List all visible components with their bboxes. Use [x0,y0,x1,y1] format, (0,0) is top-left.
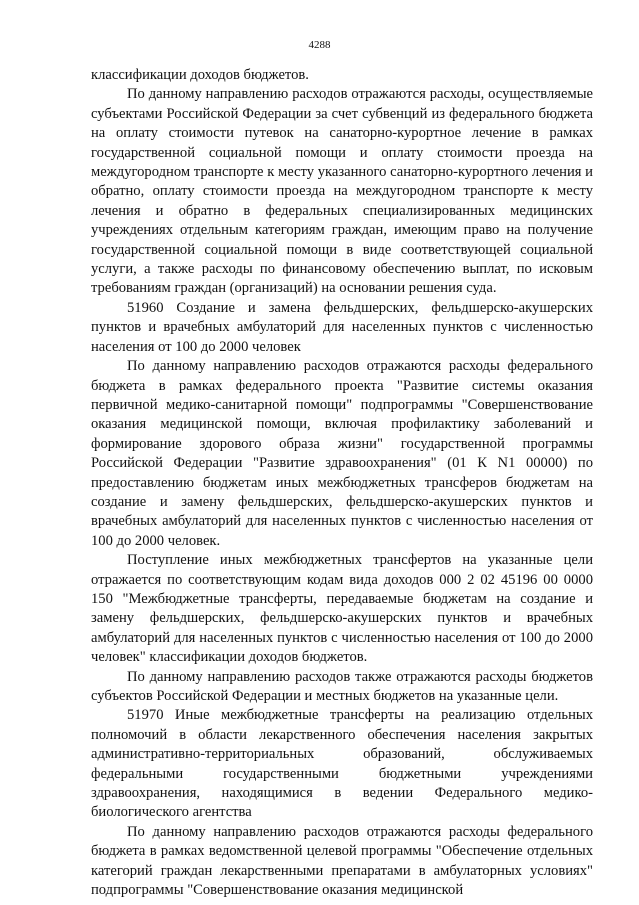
paragraph-heading-51960: 51960 Создание и замена фельдшерских, фельдшерско-акушерских пунктов и врачебных амбулаторий для населенных пунктов с численностью населения от 100 до 2000 человек [91,299,593,355]
page-number: 4288 [308,39,331,51]
paragraph-heading-51970: 51970 Иные межбюджетные трансферты на реализацию отдельных полномочий в области лекарственного обеспечения населения закрытых административно-территориальных образований, обслуживаемых федеральными государственными бюджетными учреждениями здравоохранения, находящимися в ведении Федерального медико-биологического агентства [91,707,593,821]
document-body [91,66,593,900]
paragraph-departmental-program: По данному направлению расходов отражаются расходы федерального бюджета в рамках ведомственной целевой программы "Обеспечение отдельных категорий граждан лекарственными препаратами в амбулаторных условиях" подпрограммы "Совершенствование оказания медицинской [91,823,593,899]
paragraph-federal-project-expenses: По данному направлению расходов отражаются расходы федерального бюджета в рамках федерального проекта "Развитие системы оказания первичной медико-санитарной помощи" подпрограммы "Совершенствование оказания медицинской помощи, включая профилактику заболеваний и формирование здорового образа жизни" государственной программы Российской Федерации "Развитие здравоохранения" (01 К N1 00000) по предоставлению бюджетам иных межбюджетных трансферов бюджетам на создание и замену фельдшерских, фельдшерско-акушерских пунктов и врачебных амбулаторий для населенных пунктов с численностью населения от 100 до 2000 человек. [91,358,593,549]
paragraph-sanatorium-expenses: По данному направлению расходов отражаются расходы, осуществляемые субъектами Российской Федерации за счет субвенций из федерального бюджета на оплату стоимости путевок на санаторно-курортное лечение в рамках государственной социальной помощи и оплату стоимости проезда на междугородном транспорте к месту указанного санаторно-курортного лечения и обратно, оплату стоимости проезда на междугородном транспорте к месту лечения и обратно в федеральных специализированных медицинских учреждениях отдельным категориям граждан, имеющим право на получение государственной социальной помощи в виде соответствующей социальной услуги, а также расходы по финансовому обеспечению выплат, по исковым требованиям граждан (организаций) на основании решения суда. [91,86,593,297]
paragraph-continuation: классификации доходов бюджетов. [91,67,309,83]
paragraph-regional-budgets: По данному направлению расходов также отражаются расходы бюджетов субъектов Российской Федерации и местных бюджетов на указанные цели. [91,668,593,704]
paragraph-income-codes: Поступление иных межбюджетных трансфертов на указанные цели отражается по соответствующим кодам вида доходов 000 2 02 45196 00 0000 150 "Межбюджетные трансферты, передаваемые бюджетам на создание и замену фельдшерских, фельдшерско-акушерских пунктов и врачебных амбулаторий для населенных пунктов с численностью населения от 100 до 2000 человек" классификации доходов бюджетов. [91,552,593,666]
